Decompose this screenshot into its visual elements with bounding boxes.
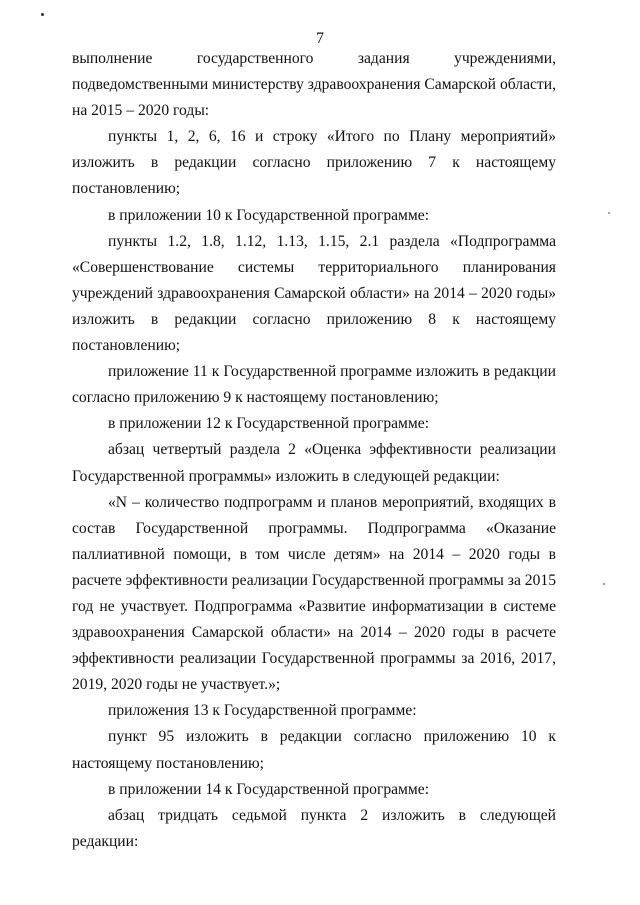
document-body [72, 46, 556, 855]
page-number: 7 [316, 30, 324, 47]
paragraph: «N – количество подпрограмм и планов мероприятий, входящих в состав Государственной программы. Подпрограмма «Оказание паллиативной помощи, в том числе детям» на 2014 – 2020 годы в расчете эффективности реализации Государственной программы за 2015 год не участвует. Подпрограмма «Развитие информатизации в системе здравоохранения Самарской области» на 2014 – 2020 годы в расчете эффективности реализации Государственной программы за 2016, 2017, 2019, 2020 годы не участвует.»; [72, 493, 556, 694]
scan-artifact-dot [608, 212, 610, 214]
scan-artifact-mark [41, 13, 44, 16]
paragraph: пункты 1, 2, 6, 16 и строку «Итого по Плану мероприятий» изложить в редакции согласно приложению 7 к настоящему постановлению; [72, 128, 556, 198]
paragraph: в приложении 10 к Государственной программе: [108, 206, 430, 224]
paragraph: пункты 1.2, 1.8, 1.12, 1.13, 1.15, 2.1 раздела «Подпрограмма «Совершенствование системы территориального планирования учреждений здравоохранения Самарской области» на 2014 – 2020 годы» изложить в редакции согласно приложению 8 к настоящему постановлению; [72, 232, 556, 355]
paragraph: пункт 95 изложить в редакции согласно приложению 10 к настоящему постановлению; [72, 728, 556, 772]
paragraph: приложение 11 к Государственной программе изложить в редакции согласно приложению 9 к настоящему постановлению; [72, 363, 556, 407]
paragraph: приложения 13 к Государственной программе: [108, 702, 417, 720]
paragraph: абзац четвертый раздела 2 «Оценка эффективности реализации Государственной программы» изложить в следующей редакции: [72, 441, 556, 485]
paragraph: выполнение государственного задания учреждениями, подведомственными министерству здравоохранения Самарской области, на 2015 – 2020 годы: [72, 50, 556, 120]
paragraph: абзац тридцать седьмой пункта 2 изложить в следующей редакции: [72, 806, 556, 850]
paragraph: в приложении 12 к Государственной программе: [108, 415, 430, 433]
paragraph: в приложении 14 к Государственной программе: [108, 780, 430, 798]
scan-artifact-dot [603, 583, 605, 585]
